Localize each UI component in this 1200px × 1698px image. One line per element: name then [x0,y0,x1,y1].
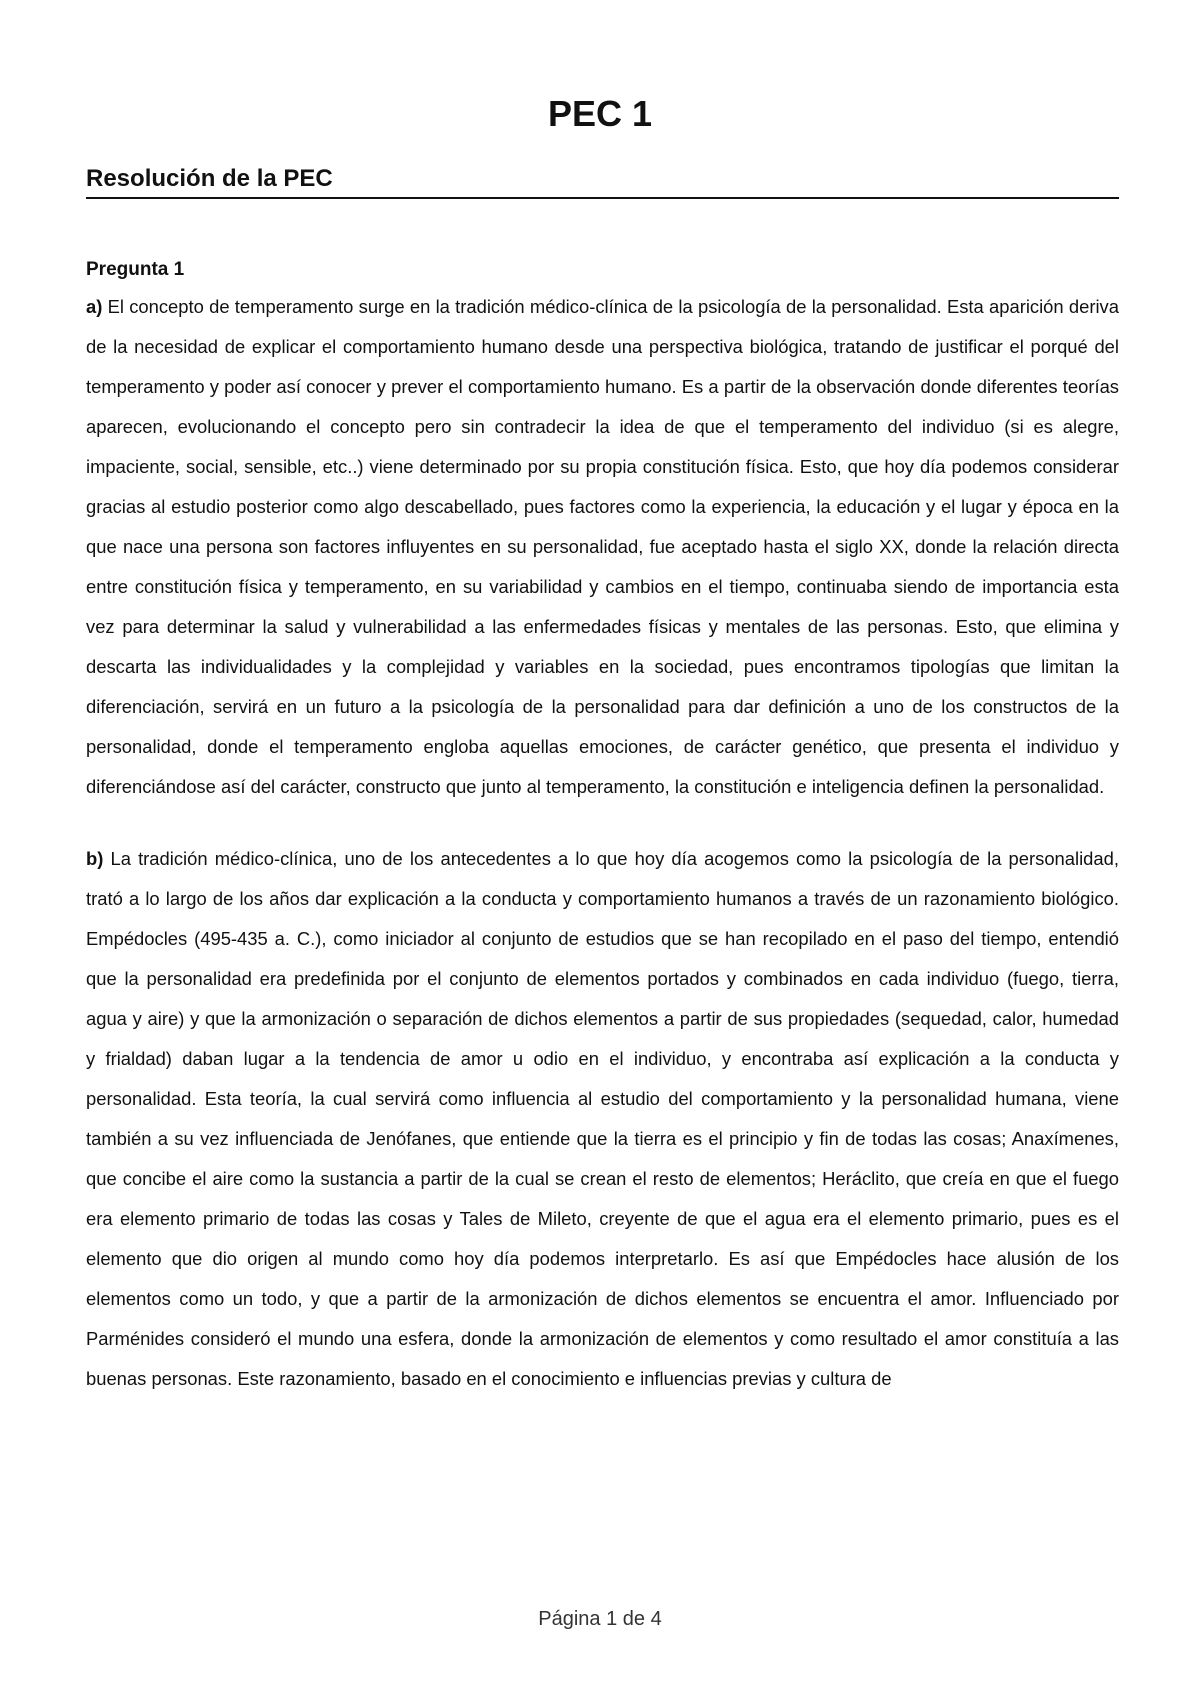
document-title: PEC 1 [547,93,653,134]
paragraph-b [86,839,1119,1399]
section-heading: Resolución de la PEC [86,164,1119,199]
document-body [86,255,1119,1399]
paragraph-a-text: El concepto de temperamento surge en la tradición médico-clínica de la psicología de la personalidad. Esta aparición deriva de la necesidad de explicar el comportamiento humano desde una perspectiva biológica, tratando de justificar el porqué del temperamento y poder así conocer y prever el comportamiento humano. Es a partir de la observación donde diferentes teorías aparecen, evolucionando el concepto pero sin contradecir la idea de que el temperamento del individuo (si es alegre, impaciente, social, sensible, etc..) viene determinado por su propia constitución física. Esto, que hoy día podemos considerar gracias al estudio posterior como algo descabellado, pues factores como la experiencia, la educación y el lugar y época en la que nace una persona son factores influyentes en su personalidad, fue aceptado hasta el siglo XX, donde la relación directa entre constitución física y temperamento, en su variabilidad y cambios en el tiempo, continuaba siendo de importancia esta vez para determinar la salud y vulnerabilidad a las enfermedades físicas y mentales de las personas. Esto, que elimina y descarta las individualidades y la complejidad y variables en la sociedad, pues encontramos tipologías que limitan la diferenciación, servirá en un futuro a la psicología de la personalidad para dar definición a uno de los constructos de la personalidad, donde el temperamento engloba aquellas emociones, de carácter genético, que presenta el individuo y diferenciándose así del carácter, constructo que junto al temperamento, la constitución e inteligencia definen la personalidad. [86,296,1119,797]
paragraph-b-text: La tradición médico-clínica, uno de los antecedentes a lo que hoy día acogemos como la psicología de la personalidad, trató a lo largo de los años dar explicación a la conducta y comportamiento humanos a través de un razonamiento biológico. Empédocles (495-435 a. C.), como iniciador al conjunto de estudios que se han recopilado en el paso del tiempo, entendió que la personalidad era predefinida por el conjunto de elementos portados y combinados en cada individuo (fuego, tierra, agua y aire) y que la armonización o separación de dichos elementos a partir de sus propiedades (sequedad, calor, humedad y frialdad) daban lugar a la tendencia de amor u odio en el individuo, y encontraba así explicación a la conducta y personalidad. Esta teoría, la cual servirá como influencia al estudio del comportamiento y la personalidad humana, viene también a su vez influenciada de Jenófanes, que entiende que la tierra es el principio y fin de todas las cosas; Anaxímenes, que concibe el aire como la sustancia a partir de la cual se crean el resto de elementos; Heráclito, que creía en que el fuego era elemento primario de todas las cosas y Tales de Mileto, creyente de que el agua era el elemento primario, pues es el elemento que dio origen al mundo como hoy día podemos interpretarlo. Es así que Empédocles hace alusión de los elementos como un todo, y que a partir de la armonización de dichos elementos se encuentra el amor. Influenciado por Parménides consideró el mundo una esfera, donde la armonización de elementos y como resultado el amor constituía a las buenas personas. Este razonamiento, basado en el conocimiento e influencias previas y cultura de [86,848,1119,1389]
question-title: Pregunta 1 [86,259,185,280]
page-number-footer: Página 1 de 4 [538,1608,662,1630]
paragraph-a [86,287,1119,807]
paragraph-a-label: a) [86,296,103,317]
paragraph-b-label: b) [86,848,104,869]
